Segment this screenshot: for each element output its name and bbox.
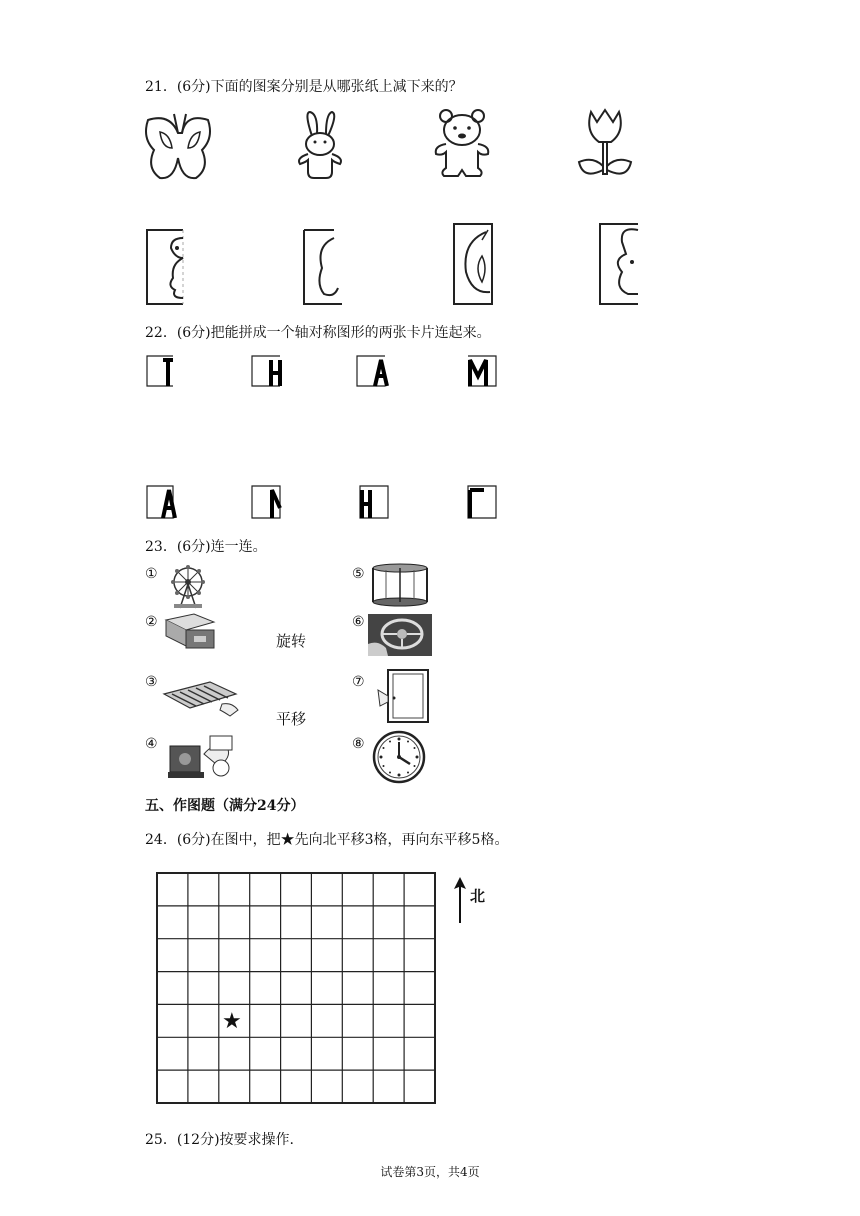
bottom-card-4 <box>466 484 498 520</box>
folded-paper-2 <box>302 228 347 306</box>
abacus-icon <box>160 680 240 720</box>
clock-icon <box>372 730 426 784</box>
item-number-1: ① <box>145 566 158 582</box>
item-number-7: ⑦ <box>352 674 365 690</box>
item-number-4: ④ <box>145 736 158 752</box>
revolving-door-icon <box>370 562 430 608</box>
item-number-6: ⑥ <box>352 614 365 630</box>
page-footer: 试卷第3页，共4页 <box>380 1165 480 1179</box>
item-number-3: ③ <box>145 674 158 690</box>
tulip-figure <box>575 106 635 181</box>
rotate-label: 旋转 <box>276 632 307 650</box>
window-door-icon <box>374 668 432 724</box>
top-card-3 <box>355 354 387 388</box>
bottom-card-3 <box>358 484 390 520</box>
item-number-2: ② <box>145 614 158 630</box>
q23-text: 23．(6分)连一连。 <box>145 539 267 555</box>
grid <box>156 872 436 1104</box>
item-number-8: ⑧ <box>352 736 365 752</box>
item-number-5: ⑤ <box>352 566 365 582</box>
butterfly-figure <box>140 108 220 183</box>
pencil-sharpener-icon <box>166 732 238 780</box>
folded-paper-4 <box>598 222 643 306</box>
ferris-wheel-icon <box>166 562 210 610</box>
top-card-2 <box>250 354 282 388</box>
star-icon: ★ <box>222 1009 242 1034</box>
q22-text: 22．(6分)把能拼成一个轴对称图形的两张卡片连起来。 <box>145 325 491 341</box>
folded-paper-3 <box>452 222 497 306</box>
bear-figure <box>430 106 495 181</box>
drawer-icon <box>164 612 216 654</box>
steering-wheel-icon <box>368 614 432 656</box>
folded-paper-1 <box>145 228 190 306</box>
bottom-card-2 <box>250 484 282 520</box>
north-arrow-icon <box>454 877 466 923</box>
rabbit-figure <box>290 108 350 183</box>
translate-label: 平移 <box>276 710 307 728</box>
q24-text: 24．(6分)在图中，把★先向北平移3格，再向东平移5格。 <box>145 832 509 848</box>
north-label: 北 <box>470 887 486 905</box>
bottom-card-1 <box>145 484 175 520</box>
top-card-4 <box>466 354 498 388</box>
top-card-1 <box>145 354 175 388</box>
q25-text: 25．(12分)按要求操作. <box>145 1132 295 1148</box>
section-title: 五、作图题（满分24分） <box>145 798 305 814</box>
q21-text: 21．(6分)下面的图案分别是从哪张纸上减下来的？ <box>145 79 463 95</box>
